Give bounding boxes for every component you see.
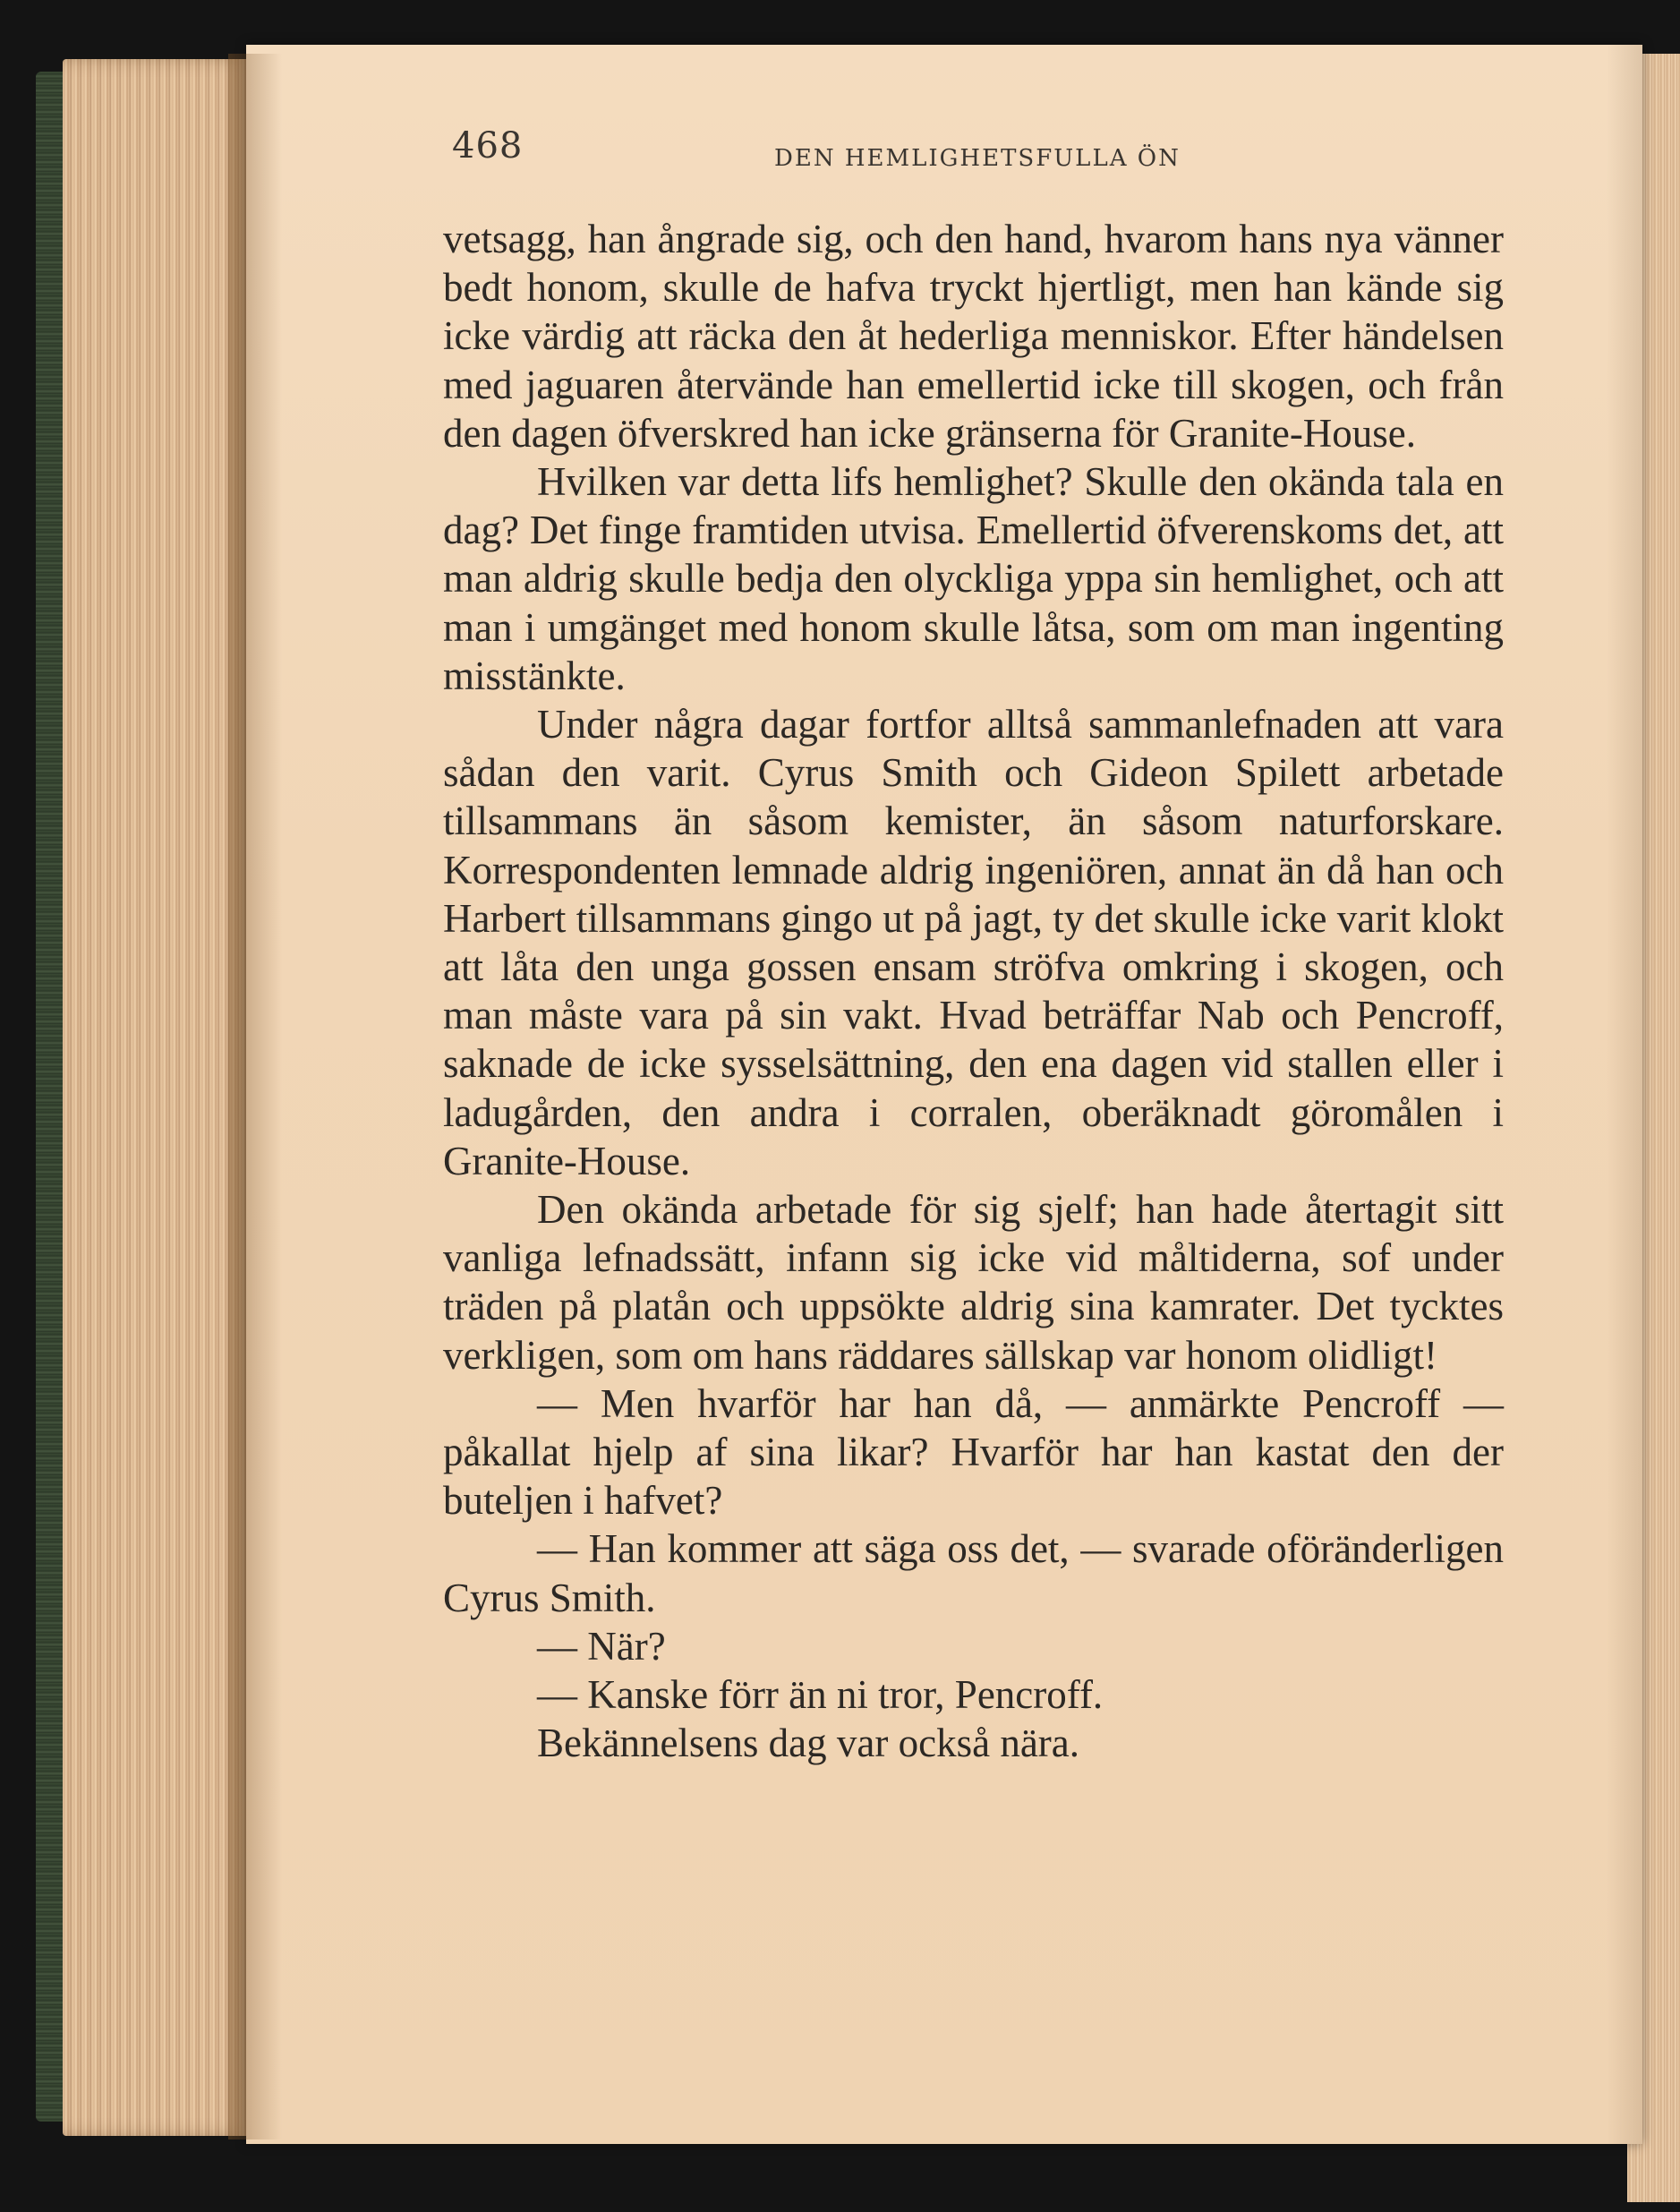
dialogue-line-1: — Men hvarför har han då, — anmärkte Pencroff — påkallat hjelp af sina likar? Hvarför har han kastat den der buteljen i hafvet? bbox=[443, 1380, 1504, 1524]
dialogue-line-2: — Han kommer att säga oss det, — svarade oföränderligen Cyrus Smith. bbox=[443, 1526, 1504, 1620]
dialogue-line-3: — När? bbox=[537, 1623, 666, 1669]
paragraph-1: vetsagg, han ångrade sig, och den hand, hvarom hans nya vänner bedt honom, skulle de hafva tryckt hjertligt, men han kände sig icke värdig att räcka den åt hederliga menniskor. Efter händelsen med jaguaren återvände han emellertid icke till skogen, och från den dagen öfverskred han icke gränserna för Granite-House. bbox=[443, 217, 1504, 456]
gutter-shadow bbox=[228, 54, 282, 2139]
running-head bbox=[246, 45, 1642, 224]
book-page bbox=[246, 45, 1642, 2144]
paragraph-3: Under några dagar fortfor alltså sammanlefnaden att vara sådan den varit. Cyrus Smith och Gideon Spilett arbetade tillsammans än såsom kemister, än såsom naturforskare. Korrespondenten lemnade aldrig ingeniören, annat än då han och Harbert tillsammans gingo ut på jagt, ty det skulle icke varit klokt att låta den unga gossen ensam ströfva omkring i skogen, och man måste vara på sin vakt. Hvad beträffar Nab och Pencroff, saknade de icke sysselsättning, den ena dagen vid stallen eller i ladugården, den andra i corralen, oberäknadt göromålen i Granite-House. bbox=[443, 702, 1504, 1183]
page-stack-edge bbox=[63, 59, 246, 2136]
running-title: DEN HEMLIGHETSFULLA ÖN bbox=[774, 145, 1181, 172]
paragraph-4: Den okända arbetade för sig sjelf; han hade återtagit sitt vanliga lefnadssätt, infann sig icke vid måltiderna, sof under träden på platån och uppsökte aldrig sina kamrater. Det tycktes verkligen, som om hans räddares sällskap var honom olidligt! bbox=[443, 1187, 1504, 1378]
paragraph-2: Hvilken var detta lifs hemlighet? Skulle den okända tala en dag? Det finge framtiden utvisa. Emellertid öfverenskoms det, att man aldrig skulle bedja den olyckliga yppa sin hemlighet, och att man i umgänget med honom skulle låtsa, som om man ingenting misstänkte. bbox=[443, 459, 1504, 698]
closing-line: Bekännelsens dag var också nära. bbox=[537, 1721, 1080, 1766]
page-number: 468 bbox=[452, 125, 524, 167]
body-text bbox=[443, 215, 1504, 1768]
dialogue-line-4: — Kanske förr än ni tror, Pencroff. bbox=[537, 1672, 1104, 1718]
